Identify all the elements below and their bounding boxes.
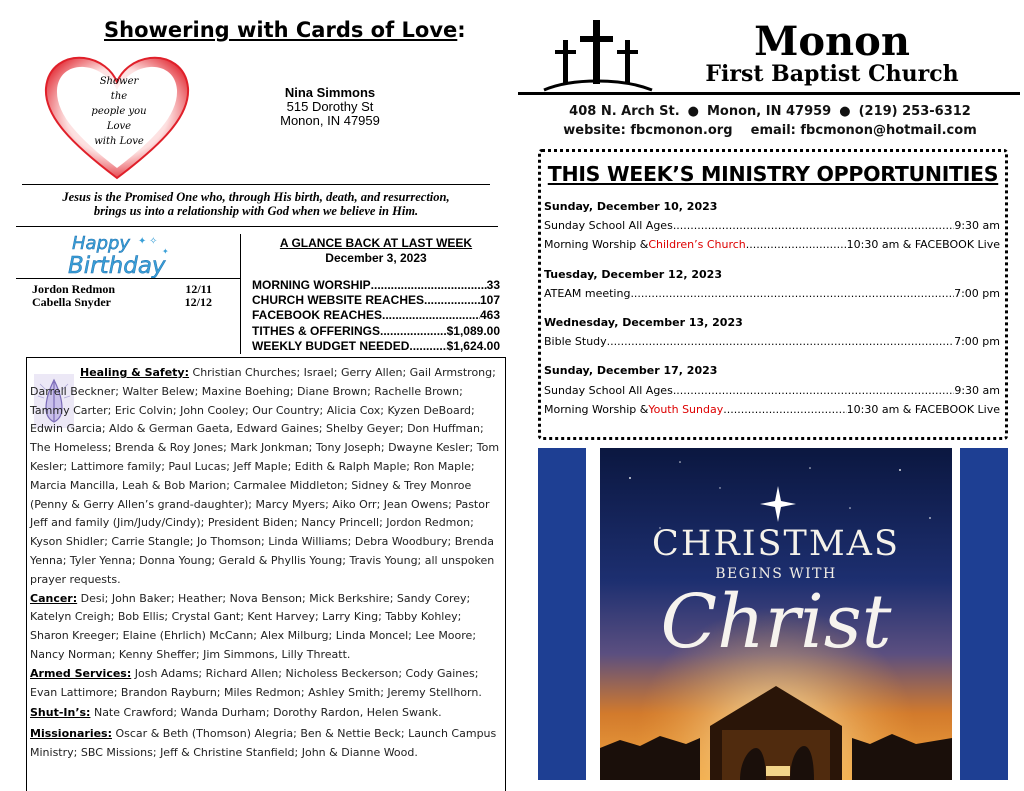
svg-text:✦ ✧: ✦ ✧ — [138, 236, 158, 247]
glance-heading: A GLANCE BACK AT LAST WEEK December 3, 2023 — [279, 236, 473, 265]
decor-bar-left — [538, 448, 586, 780]
recipient-street: 515 Dorothy St — [286, 99, 374, 114]
schedule-day: Sunday, December 10, 2023 Sunday School All Ages ..... 9:30 am Morning Worship & Children’s Church ..... 10:30 am & FACEBOOK Live — [544, 197, 1000, 255]
stat-row: WEEKLY BUDGET NEEDED ..... $1,624.00 — [252, 339, 500, 354]
decor-bar-right — [960, 448, 1008, 780]
bullet-separator: ● — [839, 104, 851, 119]
card-recipient-address — [250, 86, 410, 128]
ministry-title: THIS WEEK’S MINISTRY OPPORTUNITIES — [547, 162, 999, 186]
recipient-name: Nina Simmons — [284, 85, 376, 100]
church-name: Monon First Baptist Church — [705, 18, 959, 87]
divider — [22, 184, 490, 185]
stat-row: CHURCH WEBSITE REACHES ..... 107 — [252, 293, 500, 308]
divider — [16, 278, 240, 279]
church-address: 408 N. Arch St. — [569, 104, 680, 119]
header-rule — [518, 92, 1020, 95]
church-email: email: fbcmonon@hotmail.com — [750, 123, 977, 138]
divider — [16, 226, 498, 227]
birthday-list — [32, 283, 232, 309]
heart-text: Shower the people you Love with Love — [91, 76, 147, 147]
schedule-event: Sunday School All Ages ..... 9:30 am — [544, 216, 1000, 235]
stat-row: TITHES & OFFERINGS ..... $1,089.00 — [252, 324, 500, 339]
schedule-event: Bible Study ..... 7:00 pm — [544, 332, 1000, 351]
bullet-separator: ● — [687, 104, 699, 119]
weekly-stats — [252, 278, 500, 354]
christmas-image-title: CHRISTMAS — [652, 524, 900, 564]
list-item: Cabella Snyder 12/12 — [32, 295, 212, 309]
schedule-day: Sunday, December 17, 2023 Sunday School All Ages ..... 9:30 am Morning Worship & Youth Sunday ..... 10:30 am & FACEBOOK Live — [544, 361, 1000, 419]
ministry-schedule — [544, 197, 1000, 429]
three-crosses-logo — [542, 18, 654, 92]
prayer-missionaries: Missionaries: Oscar & Beth (Thomson) Alegria; Ben & Nettie Beck; Launch Campus Ministry; SBC Missions; Jeff & Christine Stanfield; John & Dianne Wood. — [30, 727, 497, 759]
stat-row: MORNING WORSHIP ..... 33 — [252, 278, 500, 293]
schedule-event: Sunday School All Ages ..... 9:30 am — [544, 381, 1000, 400]
stat-row: FACEBOOK REACHES ..... 463 — [252, 308, 500, 323]
cards-title: Showering with Cards of Love: — [104, 18, 466, 42]
verse: Jesus is the Promised One who, through His birth, death, and resurrection, brings us into a relationship with God when we believe in Him. — [62, 190, 450, 218]
prayer-list — [30, 364, 500, 763]
svg-text:✦: ✦ — [162, 247, 169, 256]
svg-text:Birthday: Birthday — [68, 253, 166, 278]
christmas-image-subtitle: BEGINS WITH — [715, 566, 837, 582]
schedule-day: Wednesday, December 13, 2023 Bible Study ..... 7:00 pm — [544, 313, 1000, 351]
prayer-armed-services: Armed Services: Josh Adams; Richard Allen; Nicholess Beckerson; Cody Gaines; Evan Lattimore; Brandon Rayburn; Miles Redmon; Ashley Smith; Jeremy Stellhorn. — [30, 666, 482, 699]
church-website: website: fbcmonon.org — [563, 123, 733, 138]
schedule-day: Tuesday, December 12, 2023 ATEAM meeting ..... 7:00 pm — [544, 265, 1000, 303]
schedule-event: Morning Worship & Children’s Church ..... 10:30 am & FACEBOOK Live — [544, 235, 1000, 254]
svg-text:Happy: Happy — [72, 233, 131, 254]
prayer-healing: Healing & Safety: Christian Churches; Israel; Gerry Allen; Gail Armstrong; Darrell Beckner; Walter Belew; Maxine Boehing; Diane Brown; Rachelle Brown; Tammy Carter; Eric Colvin; John Cooley; Our Country; Alicia Cox; Kyzen DeBoard; Edwin Garcia; Aldo & German Gaeta, Edward Gaines; Shelby Geyer; Don Huffman; The Homeless; Brenda & Roy Jones; Mark Jonkman; Tony Joseph; Dwayne Kesler; Tom Kesler; Lattimore family; Paul Lucas; Jeff Maple; Edith & Ralph Maple; Ron Maple; Marcia Mancilla, Leah & Bob Marion; Carmalee Middleton; Sidney & Trey Monroe (Penny & Gerry Allen’s grand-daughter); Marcy Myers; Aiko Orr; Jean Owens; Pastor Jeff and family (Jim/Judy/Cindy); President Biden; Nancy Princell; Jordon Redmon; Kyson Shidler; Carrie Stangle; Jo Thomson; Linda Williams; Debra Woodbury; Brenda Yenna; Tyler Yenna; Donna Young; Gerald & Phyllis Young; Travis Young; all unspoken prayer requests. — [30, 366, 500, 586]
recipient-city: Monon, IN 47959 — [280, 113, 380, 128]
christmas-image-script: Christ — [660, 579, 892, 665]
divider-vertical — [240, 234, 241, 354]
church-phone: (219) 253-6312 — [858, 104, 971, 119]
prayer-shut-ins: Shut-In’s: Nate Crawford; Wanda Durham; Dorothy Rardon, Helen Swank. — [30, 706, 442, 720]
schedule-event: ATEAM meeting ..... 7:00 pm — [544, 284, 1000, 303]
happy-birthday-logo — [66, 232, 188, 278]
schedule-event: Morning Worship & Youth Sunday ..... 10:30 am & FACEBOOK Live — [544, 400, 1000, 419]
list-item: Jordon Redmon 12/11 — [32, 282, 212, 296]
prayer-cancer: Cancer: Desi; John Baker; Heather; Nova Benson; Mick Berkshire; Sandy Corey; Katelyn Creigh; Bob Ellis; Crystal Gant; Kent Harvey; Larry King; Tabby Kohley; Sharon Kreeger; Elaine (Ehrlich) McCann; Alex Milburg; Linda Moncel; Lee Moore; Nancy Norman; Kenny Sheffer; Jim Simmons, Lilly Threatt. — [30, 591, 477, 661]
church-city: Monon, IN 47959 — [706, 104, 832, 119]
church-contact — [540, 102, 1000, 140]
